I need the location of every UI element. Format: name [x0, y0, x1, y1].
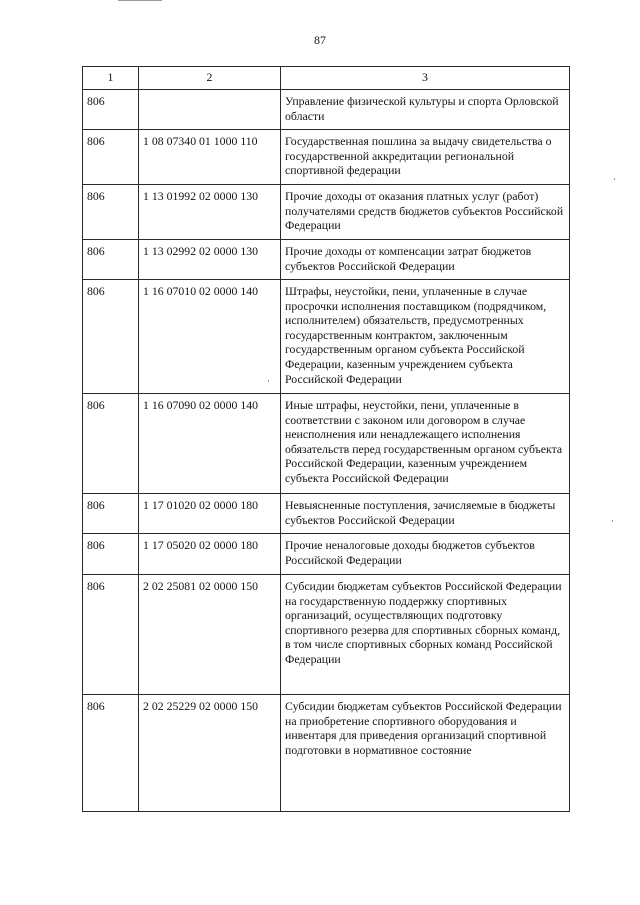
- admin-code-cell: 806: [83, 280, 139, 394]
- revenue-code-cell: 1 13 01992 02 0000 130: [139, 185, 281, 240]
- admin-code-cell: 806: [83, 575, 139, 695]
- revenue-code-cell: 1 17 01020 02 0000 180: [139, 494, 281, 534]
- revenue-name-cell: Субсидии бюджетам субъектов Российской Федерации на государственную поддержку спортивных организаций, осуществляющих подготовку спортивного резерва для спортивных сборных команд, в том числе спортивных сборных команд Российской Федерации: [281, 575, 570, 695]
- admin-code-cell: 806: [83, 90, 139, 130]
- table-row: [83, 185, 570, 240]
- column-header-3: 3: [281, 67, 570, 90]
- revenue-name-cell: Невыясненные поступления, зачисляемые в бюджеты субъектов Российской Федерации: [281, 494, 570, 534]
- column-header-1: 1: [83, 67, 139, 90]
- scan-artifact-dot: [614, 178, 615, 180]
- revenue-name-cell: Управление физической культуры и спорта Орловской области: [281, 90, 570, 130]
- scan-artifact-line: [118, 0, 162, 1]
- revenue-code-cell: 1 16 07010 02 0000 140: [139, 280, 281, 394]
- revenue-code-cell: 1 16 07090 02 0000 140: [139, 394, 281, 494]
- revenue-code-cell: 2 02 25081 02 0000 150: [139, 575, 281, 695]
- admin-code-cell: 806: [83, 394, 139, 494]
- revenue-name-cell: Субсидии бюджетам субъектов Российской Федерации на приобретение спортивного оборудования и инвентаря для приведения организаций спортивной подготовки в нормативное состояние: [281, 695, 570, 812]
- revenue-code-cell: [139, 90, 281, 130]
- column-header-2: 2: [139, 67, 281, 90]
- admin-code-cell: 806: [83, 185, 139, 240]
- table-row: [83, 695, 570, 812]
- table-row: [83, 494, 570, 534]
- scan-artifact-dot: [268, 380, 269, 382]
- revenue-name-cell: Государственная пошлина за выдачу свидетельства о государственной аккредитации региональной спортивной федерации: [281, 130, 570, 185]
- revenue-name-cell: Штрафы, неустойки, пени, уплаченные в случае просрочки исполнения поставщиком (подрядчиком, исполнителем) обязательств, предусмотренных государственным контрактом, заключенным государственным органом субъекта Российской Федерации, казенным учреждением субъекта Российской Федерации: [281, 280, 570, 394]
- revenue-name-cell: Прочие неналоговые доходы бюджетов субъектов Российской Федерации: [281, 534, 570, 575]
- table-row: [83, 394, 570, 494]
- table-row: [83, 280, 570, 394]
- table-row: [83, 130, 570, 185]
- revenue-code-cell: 2 02 25229 02 0000 150: [139, 695, 281, 812]
- admin-code-cell: 806: [83, 130, 139, 185]
- table-row: [83, 90, 570, 130]
- admin-code-cell: 806: [83, 494, 139, 534]
- table-row: [83, 534, 570, 575]
- revenue-code-cell: 1 17 05020 02 0000 180: [139, 534, 281, 575]
- admin-code-cell: 806: [83, 534, 139, 575]
- scan-artifact-dot: [612, 520, 613, 522]
- revenue-code-cell: 1 13 02992 02 0000 130: [139, 240, 281, 280]
- header-row: [83, 67, 570, 90]
- admin-code-cell: 806: [83, 695, 139, 812]
- revenue-codes-table: [82, 66, 570, 812]
- table-row: [83, 240, 570, 280]
- revenue-code-cell: 1 08 07340 01 1000 110: [139, 130, 281, 185]
- revenue-name-cell: Прочие доходы от компенсации затрат бюджетов субъектов Российской Федерации: [281, 240, 570, 280]
- admin-code-cell: 806: [83, 240, 139, 280]
- table-row: [83, 575, 570, 695]
- page-number: 87: [314, 33, 326, 47]
- revenue-name-cell: Прочие доходы от оказания платных услуг (работ) получателями средств бюджетов субъектов Российской Федерации: [281, 185, 570, 240]
- revenue-name-cell: Иные штрафы, неустойки, пени, уплаченные в соответствии с законом или договором в случае неисполнения или ненадлежащего исполнения обязательств перед государственным органом субъекта Российской Федерации, казенным учреждением субъекта Российской Федерации: [281, 394, 570, 494]
